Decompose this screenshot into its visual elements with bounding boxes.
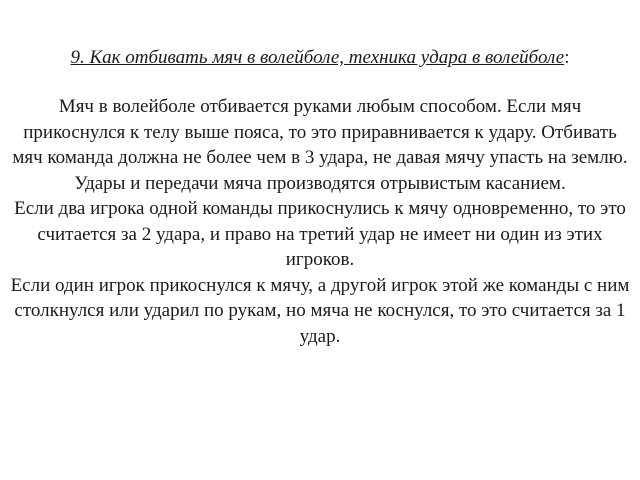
- section-heading: [10, 46, 630, 70]
- body-text: [10, 94, 630, 349]
- paragraph-ball-handling: Мяч в волейболе отбивается руками любым способом. Если мяч прикоснулся к телу выше пояса, то это приравнивается к удару. Отбивать мяч команда должна не более чем в 3 удара, не давая мячу упасть на землю. Удары и передачи мяча производятся отрывистым касанием.: [12, 96, 628, 194]
- paragraph-collision-rule: Если один игрок прикоснулся к мячу, а другой игрок этой же команды с ним столкнулся или ударил по рукам, но мяча не коснулся, то это считается за 1 удар.: [10, 274, 630, 347]
- heading-link[interactable]: 9. Как отбивать мяч в волейболе, техника удара в волейболе: [70, 47, 565, 68]
- paragraph-simultaneous-touch: Если два игрока одной команды прикоснулись к мячу одновременно, то это считается за 2 удара, и право на третий удар не имеет ни один из этих игроков.: [14, 198, 626, 270]
- heading-colon: :: [564, 47, 570, 68]
